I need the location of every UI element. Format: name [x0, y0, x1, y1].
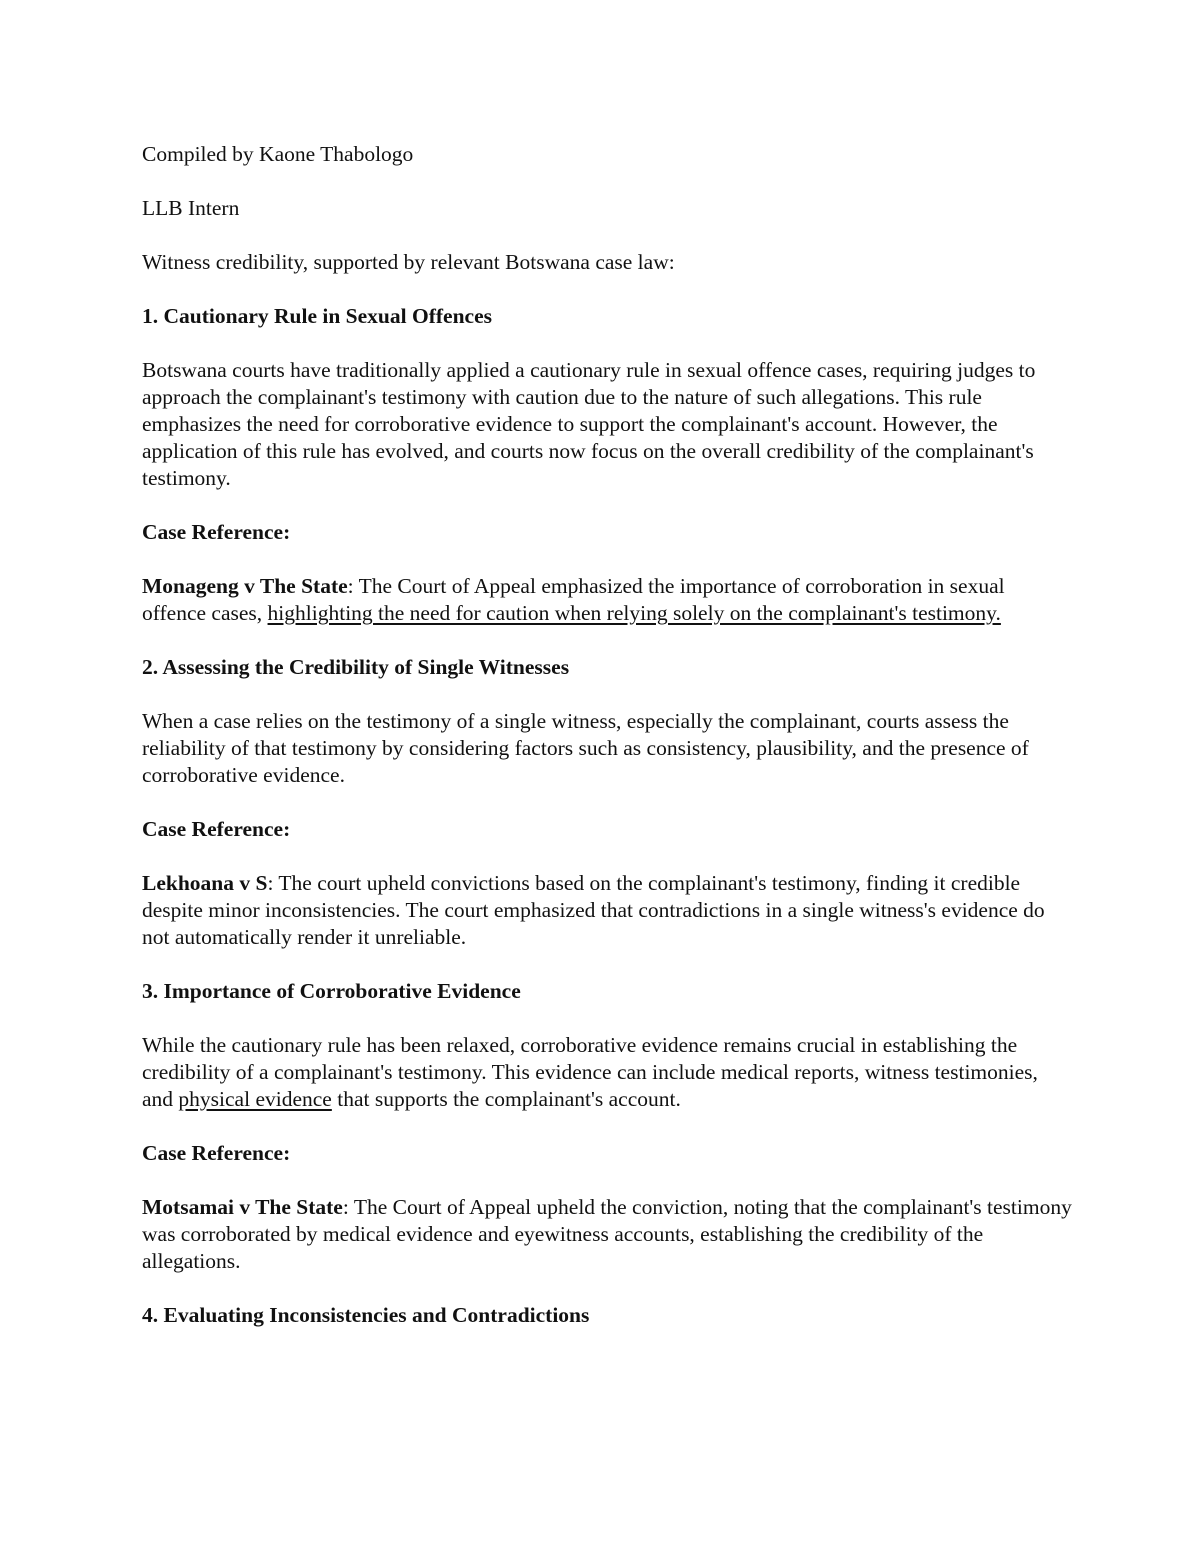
case-text: : The Court of Appeal emphasized the importance of corroboration in sexual offence cases, — [142, 574, 1005, 625]
case-text: : The court upheld convictions based on the complainant's testimony, finding it credible despite minor inconsistencies. The court emphasized that contradictions in a single witness's evidence do not automatically render it unreliable. — [142, 871, 1045, 949]
section-heading: 1. Cautionary Rule in Sexual Offences — [142, 304, 492, 328]
compiled-by: Compiled by Kaone Thabologo — [142, 142, 414, 166]
case-text-underlined: highlighting the need for caution when relying solely on the complainant's testimony. — [267, 601, 1001, 625]
document-page — [142, 141, 1072, 1329]
body-text-underlined: physical evidence — [178, 1087, 332, 1111]
case-reference-label: Case Reference: — [142, 817, 291, 841]
section-body: Botswana courts have traditionally applied a cautionary rule in sexual offence cases, requiring judges to approach the complainant's testimony with caution due to the nature of such allegations. This rule emphasizes the need for corroborative evidence to support the complainant's account. However, the application of this rule has evolved, and courts now focus on the overall credibility of the complainant's testimony. — [142, 358, 1036, 490]
section-heading: 4. Evaluating Inconsistencies and Contradictions — [142, 1303, 590, 1327]
intro-line: Witness credibility, supported by relevant Botswana case law: — [142, 250, 675, 274]
case-name: Lekhoana v S — [142, 871, 268, 895]
case-reference — [142, 1194, 1072, 1275]
case-reference — [142, 870, 1072, 951]
case-text: : The Court of Appeal upheld the conviction, noting that the complainant's testimony was corroborated by medical evidence and eyewitness accounts, establishing the credibility of the allegations. — [142, 1195, 1072, 1273]
case-reference — [142, 573, 1072, 627]
section-body: When a case relies on the testimony of a single witness, especially the complainant, courts assess the reliability of that testimony by considering factors such as consistency, plausibility, and the presence of corroborative evidence. — [142, 709, 1029, 787]
case-reference-label: Case Reference: — [142, 520, 291, 544]
section-body — [142, 1032, 1072, 1113]
author-role: LLB Intern — [142, 196, 240, 220]
body-text: While the cautionary rule has been relaxed, corroborative evidence remains crucial in establishing the credibility of a complainant's testimony. This evidence can include medical reports, witness testimonies, and — [142, 1033, 1038, 1111]
section-heading: 3. Importance of Corroborative Evidence — [142, 979, 521, 1003]
case-reference-label: Case Reference: — [142, 1141, 291, 1165]
case-name: Motsamai v The State — [142, 1195, 343, 1219]
case-name: Monageng v The State — [142, 574, 348, 598]
section-heading: 2. Assessing the Credibility of Single Witnesses — [142, 655, 570, 679]
body-text: that supports the complainant's account. — [331, 1087, 681, 1111]
